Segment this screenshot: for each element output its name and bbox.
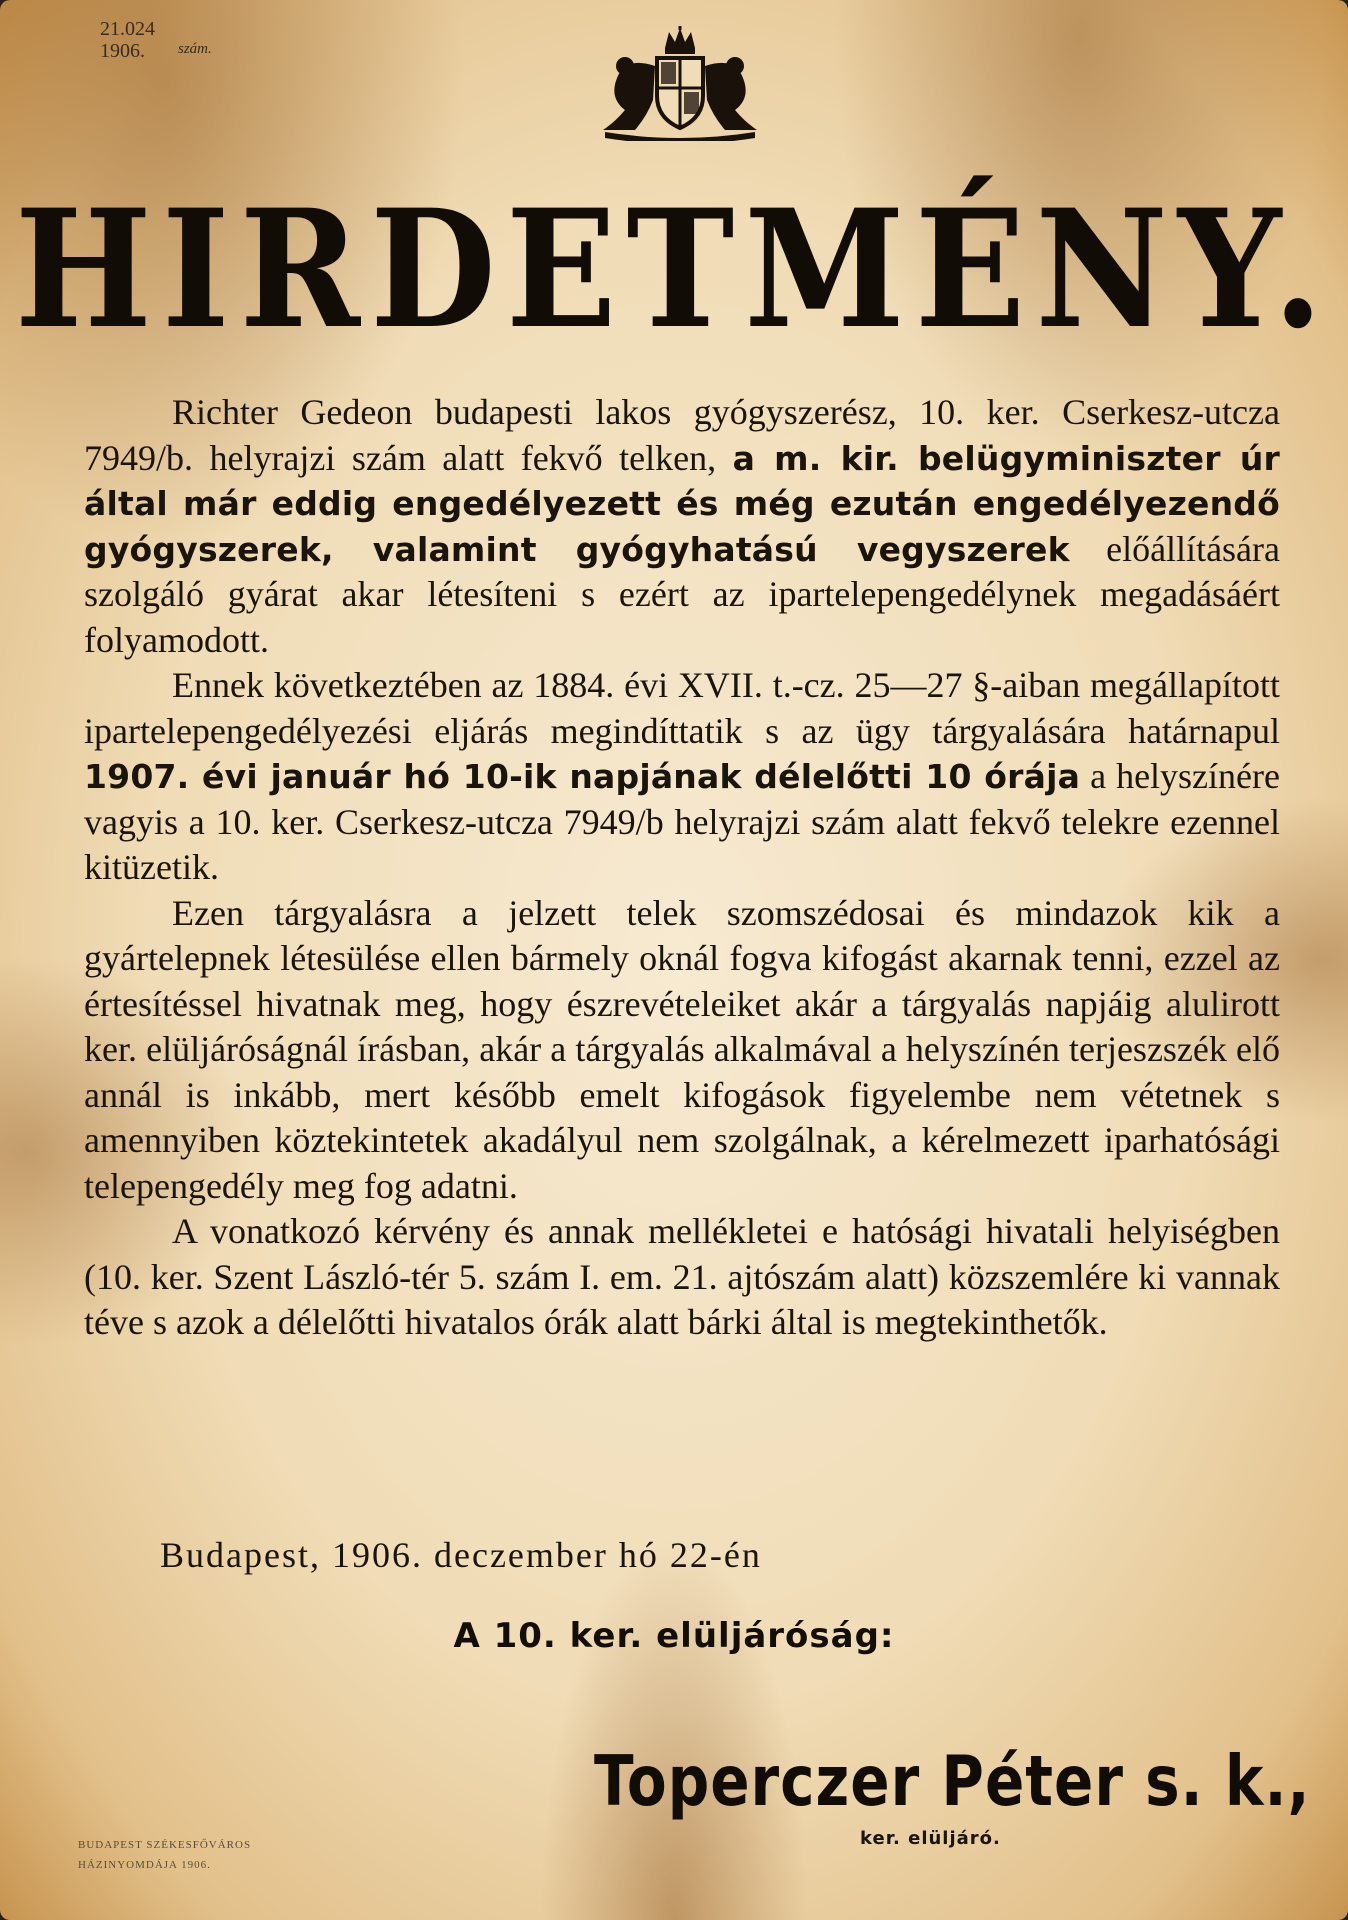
paragraph-hearing-date-bold: 1907. évi január hó 10-ik napjának délelőtti 10 órája: [84, 757, 1081, 796]
poster-title: HIRDETMÉNY.: [14, 174, 1334, 366]
paragraph-hearing-text-a: Ennek következtében az 1884. évi XVII. t.-cz. 25—27 §-aiban megállapított ipartelepengedélyezési eljárás megindíttatik s az ügy tárgyalására határnapul: [84, 665, 1280, 751]
paragraph-application-bold: a m. kir. belügyminiszter úr által már eddig engedélyezett és még ezután engedélyezendő gyógyszerek, valamint gyógyhatású vegyszerek: [84, 438, 1280, 569]
paragraph-application-text-b: előállítására szolgáló gyárat akar létesíteni s ezért az ipartelepengedélynek megadásáért folyamodott.: [84, 528, 1280, 660]
ref-year-value: 1906.: [100, 40, 145, 62]
signature-role: ker. elüljáró.: [860, 1828, 1001, 1849]
paragraph-application-text-a: Richter Gedeon budapesti lakos gyógyszerész, 10. ker. Cserkesz-utcza 7949/b. helyrajzi szám alatt fekvő telken,: [84, 392, 1280, 478]
ref-number-value: 21.024: [100, 18, 155, 40]
ref-label: szám.: [178, 41, 212, 57]
printer-imprint: [78, 1835, 251, 1875]
imprint-line-1: BUDAPEST SZÉKESFŐVÁROS: [78, 1839, 252, 1851]
issuing-office: A 10. ker. elüljáróság:: [453, 1616, 895, 1656]
paragraph-objections: Ezen tárgyalásra a jelzett telek szomszédosai és mindazok kik a gyártelepnek létesülése ellen bármely oknál fogva kifogást akarnak tenni, ezzel az értesítéssel hivatnak meg, hogy észrevételeiket akár a tárgyalás napjáig alulirott ker. elüljáróságnál írásban, akár a tárgyalás alkalmával a helyszínén terjeszszék elő annál is inkább, mert később emelt kifogások figyelembe nem vétetnek s amennyiben köztekintetek akadályul nem szolgálnak, a kérelmezett iparhatósági telepengedély meg fog adatni.: [84, 892, 1280, 1206]
hungarian-coat-of-arms-icon: [595, 26, 765, 141]
imprint-line-2: HÁZINYOMDÁJA 1906.: [78, 1859, 211, 1871]
announcement-body: [84, 390, 1280, 1346]
paragraph-hearing-text-b: a helyszínére vagyis a 10. ker. Cserkesz-utcza 7949/b helyrajzi szám alatt fekvő telekre ezennel kitüzetik.: [84, 756, 1280, 887]
reference-number: [100, 18, 212, 62]
signature-name: Toperczer Péter s. k.,: [594, 1740, 1311, 1822]
paragraph-hearing: [84, 663, 1280, 891]
date-line: Budapest, 1906. deczember hó 22-én: [160, 1535, 762, 1575]
paragraph-documents: A vonatkozó kérvény és annak mellékletei e hatósági hivatali helyiségben (10. ker. Szent László-tér 5. szám I. em. 21. ajtószám alatt) közszemlére ki vannak téve s azok a délelőtti hivatalos órák alatt bárki által is megtekinthetők.: [84, 1211, 1280, 1342]
paragraph-application: [84, 390, 1280, 663]
